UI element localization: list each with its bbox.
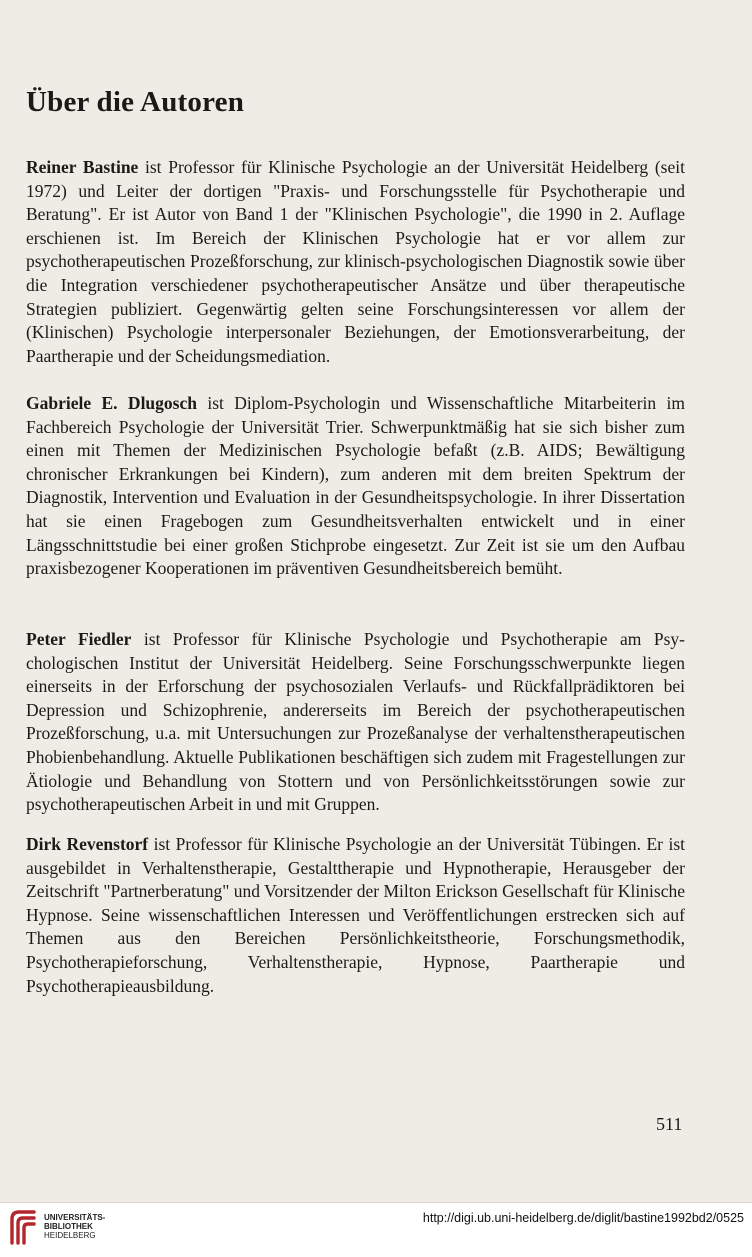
library-name-line: HEIDELBERG bbox=[44, 1231, 96, 1240]
page-number: 511 bbox=[656, 1114, 683, 1134]
author-name: Reiner Bastine bbox=[26, 157, 139, 177]
library-logo-icon bbox=[8, 1209, 40, 1245]
page-title: Über die Autoren bbox=[26, 86, 245, 118]
source-url-link[interactable]: http://digi.ub.uni-heidelberg.de/diglit/bastine1992bd2/0525 bbox=[422, 1211, 744, 1225]
author-bio-text: ist Diplom-Psychologin und Wissenschaftliche Mitarbeiterin im Fachbereich Psychologie der Universität Trier. Schwerpunktmäßig hat sie sich bisher zum einen mit Themen der Medizinischen Psychologie befaßt (z.B. AIDS; Bewältigung chronischer Erkrankungen bei Kindern), zum anderen mit dem breiten Spektrum der Diagnostik, Intervention und Evaluation in der Gesundheitspsychologie. In ihrer Dissertation hat sie einen Fragebogen zum Gesundheitsverhalten entwickelt und in einer Längsschnittstudie bei einer großen Stichprobe eingesetzt. Zur Zeit ist sie um den Aufbau praxisbezogener Kooperationen im präventiven Gesundheitsbereich bemüht. bbox=[26, 393, 685, 579]
author-bio-fiedler bbox=[26, 628, 685, 817]
logo-stroke bbox=[18, 1218, 34, 1243]
logo-stroke bbox=[24, 1224, 34, 1243]
library-name-line: UNIVERSITÄTS- bbox=[44, 1213, 106, 1222]
author-bio-text: ist Professor für Klinische Psychologie und Psychotherapie am Psychologischen Institut der Universität Heidelberg. Seine Forschungsschwerpunkte liegen einerseits in der Erforschung der psychosozialen Verlaufs- und Rückfallprädiktoren bei Depression und Schizophrenie, andererseits im Bereich der psychotherapeutischen Prozeßforschung, u.a. mit Untersuchungen zur Prozeßanalyse der verhaltenstherapeutischen Phobienbehandlung. Aktuelle Publikationen beschäftigen sich zudem mit Fragestellungen zur Ätiologie und Behandlung von Stottern und von Persönlichkeitsstörungen sowie zur psychotherapeutischen Arbeit in und mit Gruppen. bbox=[26, 629, 685, 815]
author-name: Peter Fiedler bbox=[26, 629, 132, 649]
author-name: Gabriele E. Dlugosch bbox=[26, 393, 197, 413]
author-name: Dirk Revenstorf bbox=[26, 834, 149, 854]
author-bio-dlugosch bbox=[26, 392, 685, 581]
library-name-line: BIBLIOTHEK bbox=[44, 1222, 93, 1231]
author-bio-text: ist Professor für Klinische Psychologie an der Universität Tübingen. Er ist ausgebildet in Verhaltenstherapie, Gestalttherapie und Hypnotherapie, Herausgeber der Zeitschrift "Partnerberatung" und Vorsitzender der Milton Erickson Gesellschaft für Klinische Hypnose. Seine wissenschaftlichen Interessen und Veröffentlichungen erstrecken sich auf Themen aus den Bereichen Persönlichkeitstheorie, Forschungsmethodik, Psychotherapieforschung, Verhaltenstherapie, Hypnose, Paartherapie und Psychotherapieausbildung. bbox=[26, 834, 686, 996]
library-name bbox=[44, 1213, 105, 1240]
author-bio-revenstorf bbox=[26, 833, 685, 998]
author-bio-bastine bbox=[26, 156, 685, 368]
author-bio-text: ist Professor für Klinische Psychologie an der Universität Heidelberg (seit 1972) und Leiter der dortigen "Praxis- und Forschungsstelle für Psychotherapie und Beratung". Er ist Autor von Band 1 der "Klinischen Psychologie", die 1990 in 2. Auflage erschienen ist. Im Bereich der Klinischen Psychologie hat er vor allem zur psychotherapeutischen Prozeßforschung, zur klinisch-psychologischen Diagnostik sowie über die Integration verschiedener psychotherapeutischer Ansätze und über therapeutische Strategien publiziert. Gegenwärtig gelten seine Forschungsinteressen vor allem der (Klinischen) Psychologie interpersonaler Beziehungen, der Emotionsverarbeitung, der Paartherapie und der Scheidungsmediation. bbox=[26, 157, 685, 366]
